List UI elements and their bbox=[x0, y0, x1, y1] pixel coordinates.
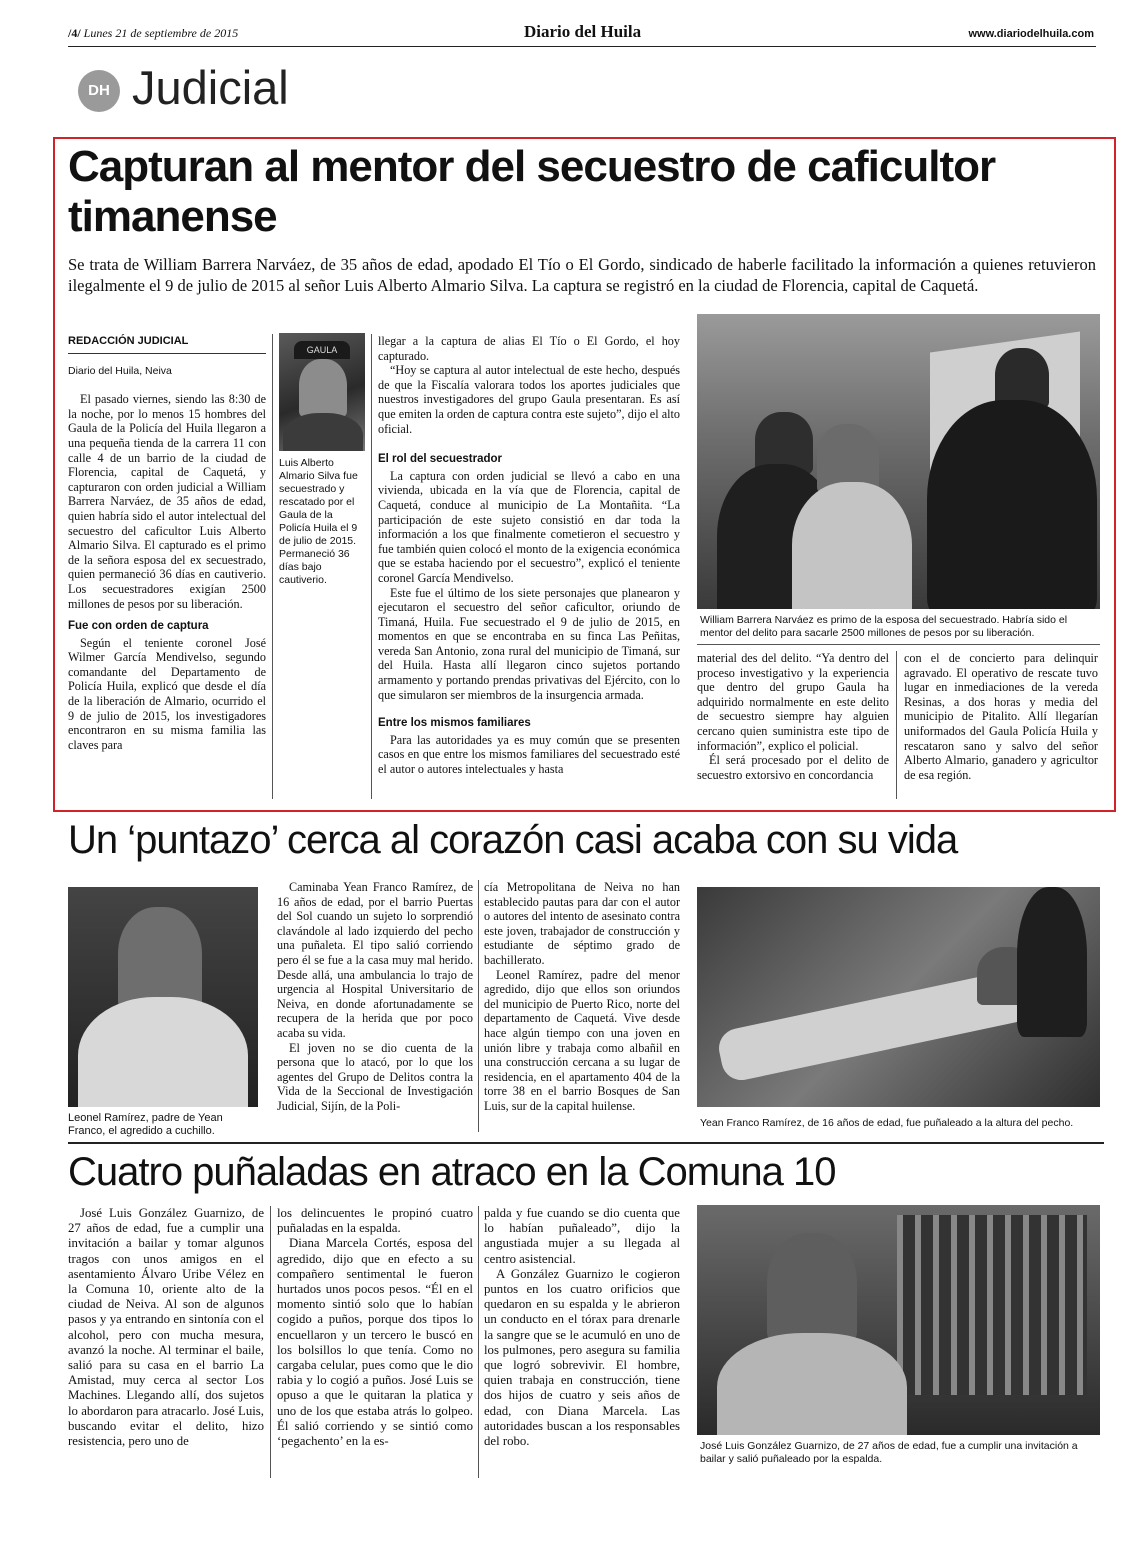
paramedic-shape bbox=[1017, 887, 1087, 1037]
article3-headline: Cuatro puñaladas en atraco en la Comuna 10 bbox=[68, 1150, 836, 1194]
article2-col2 bbox=[484, 880, 680, 1114]
article1-paragraph: Según el teniente coronel José Wilmer García Mendivelso, segundo comandante del Departamento de Policía Huila, explicó que desde el día de la liberación de Almario, ocurrido el 9 de julio de 2015, los investigadores encontraron en su misma familia las claves para bbox=[68, 635, 266, 752]
yean-franco-photo bbox=[697, 887, 1100, 1107]
capture-photo bbox=[697, 314, 1100, 609]
face-shape bbox=[118, 907, 202, 1011]
leonel-photo bbox=[68, 887, 258, 1107]
page-number: /4/ bbox=[68, 26, 81, 40]
shoulders-shape bbox=[283, 413, 363, 451]
article1-byline: REDACCIÓN JUDICIAL bbox=[68, 334, 266, 354]
article1-paragraph: material des del delito. “Ya dentro del proceso investigativo y la experiencia que dentro del grupo Gaula ha adquirido normalmente en este delito de secuestro siempre hay alguien cercano quien suministra este tipo de información”, explico el policial. bbox=[697, 651, 889, 753]
article1-col4 bbox=[697, 651, 889, 782]
article3-paragraph: palda y fue cuando se dio cuenta que lo habían puñaleado”, dijo la angustiada mujer a su llegada al centro asistencial. bbox=[484, 1206, 680, 1266]
gonzalez-photo-caption: José Luis González Guarnizo, de 27 años de edad, fue a cumplir una invitación a bailar y salió puñaleado por la espalda. bbox=[700, 1440, 1078, 1465]
article1-paragraph: Para las autoridades ya es muy común que se presenten casos en que entre los mismos familiares del secuestrado esté el autor o autores intelectuales y hasta bbox=[378, 732, 680, 777]
article2-col1 bbox=[277, 880, 473, 1114]
shirt-shape bbox=[78, 997, 248, 1107]
article3-paragraph: José Luis González Guarnizo, de 27 años de edad, fue a cumplir una invitación a bailar y tomar algunos tragos con unos amigos en el asentamiento Álvaro Uribe Vélez en la Comuna 10, oriente alto de la ciudad de Neiva. Al son de algunos pasos y ya entrando en sintonía con el alcohol, pero con mucha mesura, avanzó la noche. Al terminar el baile, salió para su casa en el barrio La Amistad, muy cerca al sector Los Machines. Llegando allí, dos sujetos lo abordaron para atracarlo. José Luis, buscando evitar el delito, hizo resistencia, pero uno de bbox=[68, 1206, 264, 1449]
article1-col1 bbox=[68, 334, 266, 752]
article1-subhead: Fue con orden de captura bbox=[68, 620, 209, 633]
article2-paragraph: Leonel Ramírez, padre del menor agredido, dijo que ellos son oriundos del municipio de Puerto Rico, norte del departamento de Caquetá. Vive desde hace algún tiempo con una joven en unión libre y trabaja como albañil en una construcción cercana a su lugar de residencia, en el apartamento 404 de la torre 38 en el barrio Bosques de San Luis, sur de la capital huilense. bbox=[484, 967, 680, 1113]
almario-photo bbox=[279, 333, 365, 451]
article1-paragraph: “Hoy se captura al autor intelectual de este hecho, después de que la Fiscalía valorara todos los aportes judiciales que nuestros investigadores del grupo Gaula presentaran. Es así que emiten la orden de captura contra este sujeto”, dijo el alto oficial. bbox=[378, 363, 680, 436]
officer-right-helmet bbox=[995, 348, 1049, 408]
article1-paragraph: Este fue el último de los siete personajes que planearon y ejecutaron el secuestro del señor caficultor, oriundo de Timaná, Huila. Fue secuestrado el 9 de julio de 2015, en momentos en que se encontraba en su finca Las Peñitas, vereda San Antonio, zona rural del municipio de Timaná, sur del Huila. Hasta allí llegaron cinco sujetos portando armamento y portando prendas privativas del Ejército, con lo que simularon ser miembros de la insurgencia armada. bbox=[378, 585, 680, 702]
officer-right-body bbox=[927, 400, 1097, 609]
column-rule bbox=[272, 334, 273, 799]
article2-paragraph: cía Metropolitana de Neiva no han establecido pautas para dar con el autor o autores del intento de asesinato contra este joven, trabajador de construcción y estudiante de séptimo grado de bachillerato. bbox=[484, 880, 680, 967]
shirt-shape bbox=[717, 1333, 907, 1435]
article1-paragraph: La captura con orden judicial se llevó a cabo en una vivienda, ubicada en la vía que de Florencia, capital de Caquetá, conduce al municipio de La Montañita. “La participación de este sujeto consistió en dar toda la información a los que finalmente cometieron el secuestro y fue también quien colocó el monto de la exigencia económica que se estaba haciendo por el secuestro”, explicó el teniente coronel García Mendivelso. bbox=[378, 468, 680, 585]
article3-paragraph: los delincuentes le propinó cuatro puñaladas en la espalda. bbox=[277, 1206, 473, 1236]
article1-subhead: Entre los mismos familiares bbox=[378, 717, 531, 730]
article1-subhead: El rol del secuestrador bbox=[378, 453, 502, 466]
article-divider bbox=[68, 1142, 1104, 1144]
article1-source: Diario del Huila, Neiva bbox=[68, 364, 172, 377]
article3-col2 bbox=[277, 1206, 473, 1449]
caption-rule bbox=[697, 644, 1100, 645]
column-rule bbox=[371, 334, 372, 799]
capture-photo-caption: William Barrera Narváez es primo de la esposa del secuestrado. Habría sido el mentor del delito para sacarle 2500 millones de pesos por su liberación. bbox=[700, 614, 1068, 639]
issue-date: Lunes 21 de septiembre de 2015 bbox=[83, 26, 239, 40]
article2-paragraph: Caminaba Yean Franco Ramírez, de 16 años de edad, por el barrio Puertas del Sol cuando un sujeto lo sorprendió clavándole al lado izquierdo del pecho una puñaleta. El tipo salió corriendo pero él se fue a la casa muy mal herido. Desde allá, una ambulancia lo trajo de urgencia al Hospital Universitario de Neiva, en donde afortunadamente se recupera de la herida que por poco acaba su vida. bbox=[277, 880, 473, 1040]
article1-col3 bbox=[378, 334, 680, 777]
paper-name: Diario del Huila bbox=[524, 22, 642, 41]
section-logo: DH bbox=[78, 70, 120, 112]
article3-paragraph: Diana Marcela Cortés, esposa del agredido, dijo que en efecto a su compañero sentimental le fueron hurtados unos pocos pesos. “Él en el momento sintió solo que lo habían cogido a puños, porque dos tipos lo encuellaron y un tercero le buscó en los bolsillos lo que tenía. Como no cargaba celular, pues como que le dio rabia y lo cogió a puños. José Luis se opuso a que le quitaran la platica y uno de los que estaba atrás lo golpeo. Él salió corriendo y se sintió como ‘pegachento’ en la es- bbox=[277, 1236, 473, 1449]
column-rule bbox=[478, 880, 479, 1132]
gaula-cap: GAULA bbox=[294, 341, 350, 359]
website-link[interactable]: www.diariodelhuila.com bbox=[968, 28, 1094, 40]
face-shape bbox=[299, 359, 347, 417]
article1-paragraph: con el de concierto para delinquir agravado. El operativo de rescate tuvo lugar en inmediaciones de la vereda Resinas, a dos horas y media del municipio de Pitalito. Allí llegarían uniformados del Gaula Policía Huila y rescataron sano y salvo del señor Alberto Almario, ganadero y agricultor de esa región. bbox=[904, 651, 1098, 782]
article3-col3 bbox=[484, 1206, 680, 1449]
article1-paragraph: Él será procesado por el delito de secuestro extorsivo en concordancia bbox=[697, 753, 889, 782]
article2-paragraph: El joven no se dio cuenta de la persona que lo atacó, por lo que los agentes del Grupo de Delitos contra la Vida de la Seccional de Investigación Judicial, Sijín, de la Poli- bbox=[277, 1040, 473, 1113]
column-rule bbox=[478, 1206, 479, 1478]
article1-headline: Capturan al mentor del secuestro de caficultor timanense bbox=[68, 142, 996, 241]
column-rule bbox=[270, 1206, 271, 1478]
section-title: Judicial bbox=[132, 61, 289, 114]
article1-paragraph: llegar a la captura de alias El Tío o El Gordo, el hoy capturado. bbox=[378, 334, 680, 363]
gonzalez-photo bbox=[697, 1205, 1100, 1435]
article3-col1 bbox=[68, 1206, 264, 1449]
face-shape bbox=[767, 1233, 857, 1343]
article1-col5 bbox=[904, 651, 1098, 782]
suspect-body bbox=[792, 482, 912, 609]
article1-deck: Se trata de William Barrera Narváez, de 35 años de edad, apodado El Tío o El Gordo, sindicado de haberle facilitado la información a quienes retuvieron ilegalmente el 9 de julio de 2015 al señor Luis Alberto Almario Silva. La captura se registró en la ciudad de Florencia, capital de Caquetá. bbox=[68, 255, 1096, 295]
article2-headline: Un ‘puntazo’ cerca al corazón casi acaba con su vida bbox=[68, 818, 958, 862]
masthead bbox=[68, 22, 1096, 47]
column-rule bbox=[896, 651, 897, 799]
almario-photo-caption: Luis Alberto Almario Silva fue secuestrado y rescatado por el Gaula de la Policía Huila el 9 de julio de 2015. Permaneció 36 días bajo cautiverio. bbox=[279, 457, 358, 586]
article1-paragraph: El pasado viernes, siendo las 8:30 de la noche, por lo menos 15 hombres del Gaula de la Policía del Huila llegaron a una pequeña tienda de la carrera 11 con calle 4 de un barrio de la ciudad de Florencia, capital de Caquetá, y capturaron con orden judicial a William Barrera Narváez, de 35 años de edad, quien habría sido el autor intelectual del secuestro del caficultor Luis Alberto Almario Silva. El capturado es el primo de la señora esposa del ex secuestrado, quien permaneció 36 días en cautiverio. Los secuestradores exigían 2500 millones de pesos por su liberación. bbox=[68, 392, 266, 611]
leonel-photo-caption: Leonel Ramírez, padre de Yean Franco, el agredido a cuchillo. bbox=[68, 1112, 223, 1137]
window-bars-shape bbox=[897, 1215, 1087, 1395]
yean-franco-photo-caption: Yean Franco Ramírez, de 16 años de edad, fue puñaleado a la altura del pecho. bbox=[700, 1117, 1074, 1129]
article3-paragraph: A González Guarnizo le cogieron puntos en los cuatro orificios que quedaron en su espalda y le abrieron un conducto en el tórax para drenarle la sangre que se le acumuló en uno de los pulmones, pero asegura su familia que logró sobrevivir. El hombre, quien trabaja en construcción, tiene dos hijos de cuatro y seis años de edad, con Diana Marcela. Las autoridades buscan a los responsables del robo. bbox=[484, 1266, 680, 1449]
